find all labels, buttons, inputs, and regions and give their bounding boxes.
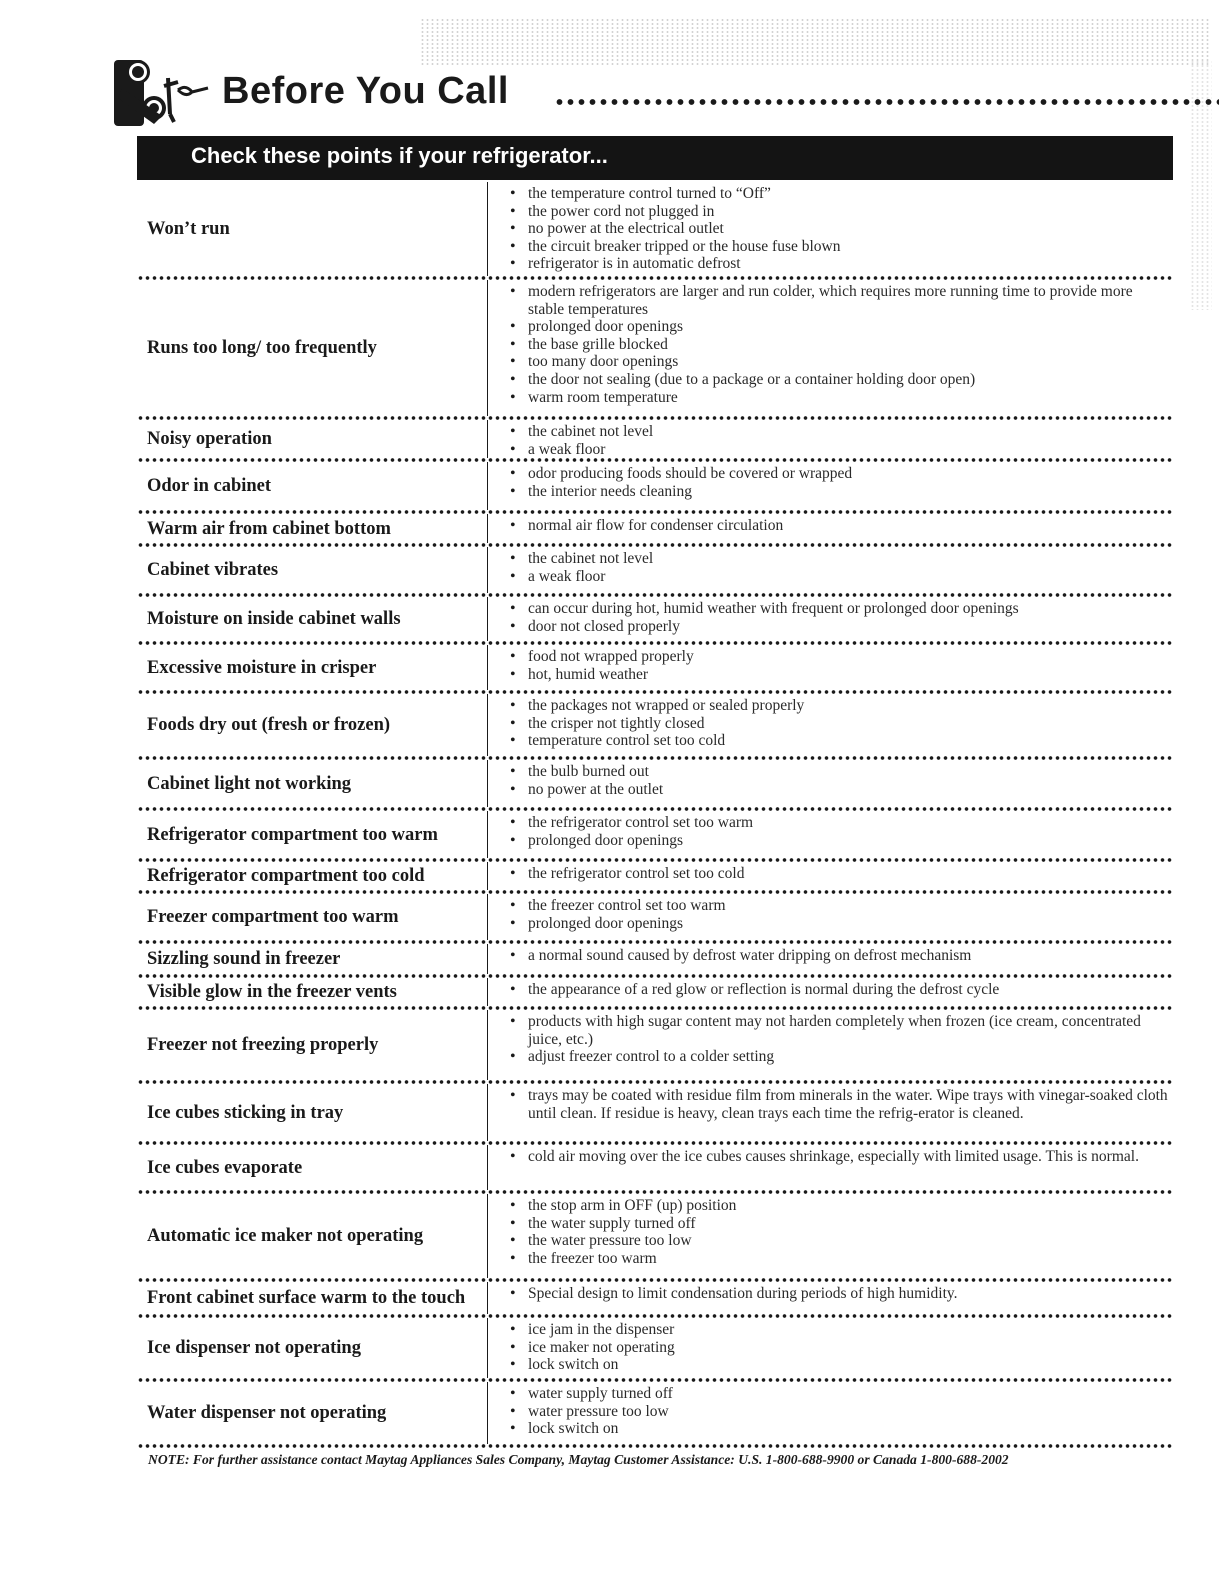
cause-item: • products with high sugar content may not harden completely when frozen (ice cream, concentrated juice, etc.) (510, 1013, 1172, 1048)
cause-list (487, 597, 1172, 641)
cause-item: • a weak floor (510, 441, 1172, 459)
cause-item: • the packages not wrapped or sealed properly (510, 697, 1172, 715)
cause-item: • the cabinet not level (510, 550, 1172, 568)
cause-list (487, 862, 1172, 890)
table-row (137, 944, 1173, 974)
assistance-note: NOTE: For further assistance contact Maytag Appliances Sales Company, Maytag Customer Assistance: U.S. 1-800-688-9900 or Canada 1-800-688-2002 (148, 1452, 1009, 1467)
problem-label: Visible glow in the freezer vents (147, 982, 397, 1002)
table-row (137, 894, 1173, 940)
cause-item: • the water supply turned off (510, 1215, 1172, 1233)
cause-item: • temperature control set too cold (510, 732, 1172, 750)
title-leader-dots (554, 98, 1219, 106)
problem-label: Excessive moisture in crisper (147, 657, 377, 678)
cause-item: • hot, humid weather (510, 666, 1172, 684)
cause-item: • no power at the electrical outlet (510, 220, 1172, 238)
cause-list (487, 514, 1172, 543)
table-row (137, 1282, 1173, 1314)
cause-list (487, 420, 1172, 458)
problem-label: Ice cubes sticking in tray (147, 1102, 344, 1123)
table-row (137, 1145, 1173, 1190)
cause-list (487, 1318, 1172, 1378)
cause-list (487, 1282, 1172, 1314)
page-title: Before You Call (222, 70, 509, 112)
cause-item: • refrigerator is in automatic defrost (510, 255, 1172, 273)
problem-label: Runs too long/ too frequently (147, 338, 377, 358)
cause-item: • water pressure too low (510, 1403, 1172, 1421)
problem-label: Sizzling sound in freezer (147, 949, 341, 969)
problem-label: Moisture on inside cabinet walls (147, 609, 401, 629)
table-row (137, 1318, 1173, 1378)
table-row (137, 420, 1173, 458)
table-row (137, 462, 1173, 510)
page-header (108, 58, 1168, 128)
cause-list (487, 894, 1172, 940)
cause-item: • the door not sealing (due to a package or a container holding door open) (510, 371, 1172, 389)
problem-label: Cabinet light not working (147, 773, 352, 794)
cause-item: • the bulb burned out (510, 763, 1172, 781)
cause-item: • the freezer control set too warm (510, 897, 1172, 915)
cause-item: • a weak floor (510, 568, 1172, 586)
problem-label: Front cabinet surface warm to the touch (147, 1288, 466, 1308)
cause-item: • the base grille blocked (510, 336, 1172, 354)
problem-label: Refrigerator compartment too cold (147, 866, 425, 886)
cause-list (487, 944, 1172, 974)
problem-label: Won’t run (147, 219, 230, 239)
cause-list (487, 760, 1172, 807)
cause-item: • Special design to limit condensation during periods of high humidity. (510, 1285, 1172, 1303)
problem-label: Ice cubes evaporate (147, 1157, 303, 1178)
problem-label: Water dispenser not operating (147, 1403, 387, 1423)
problem-label: Odor in cabinet (147, 476, 272, 496)
cause-item: • trays may be coated with residue film from minerals in the water. Wipe trays with vinegar-soaked cloth until clean. If residue is heavy, clean trays each time the refrig-erator is cleaned. (510, 1087, 1172, 1122)
cause-item: • lock switch on (510, 1420, 1172, 1438)
row-separator (137, 1444, 1173, 1448)
cause-list (487, 978, 1172, 1006)
cause-list (487, 182, 1172, 276)
cause-list (487, 1194, 1172, 1278)
cause-item: • water supply turned off (510, 1385, 1172, 1403)
cause-list (487, 1382, 1172, 1444)
cause-list (487, 280, 1172, 416)
table-row (137, 1010, 1173, 1080)
cause-item: • a normal sound caused by defrost water dripping on defrost mechanism (510, 947, 1172, 965)
table-row (137, 514, 1173, 543)
cause-item: • can occur during hot, humid weather with frequent or prolonged door openings (510, 600, 1172, 618)
cause-item: • normal air flow for condenser circulation (510, 517, 1172, 535)
cause-list (487, 1010, 1172, 1080)
problem-label: Cabinet vibrates (147, 560, 279, 580)
table-row (137, 1084, 1173, 1141)
problem-label: Automatic ice maker not operating (147, 1226, 424, 1246)
table-row (137, 862, 1173, 890)
cause-item: • the interior needs cleaning (510, 483, 1172, 501)
cause-item: • the circuit breaker tripped or the house fuse blown (510, 238, 1172, 256)
cause-item: • the temperature control turned to “Off” (510, 185, 1172, 203)
cause-list (487, 547, 1172, 593)
cause-list (487, 462, 1172, 510)
cause-item: • the refrigerator control set too warm (510, 814, 1172, 832)
cause-list (487, 645, 1172, 690)
problem-label: Foods dry out (fresh or frozen) (147, 715, 391, 735)
cause-item: • food not wrapped properly (510, 648, 1172, 666)
problem-label: Refrigerator compartment too warm (147, 824, 438, 845)
cause-item: • warm room temperature (510, 389, 1172, 407)
problem-label: Warm air from cabinet bottom (147, 518, 391, 539)
problem-label: Freezer not freezing properly (147, 1035, 379, 1055)
cause-item: • the appearance of a red glow or reflection is normal during the defrost cycle (510, 981, 1172, 999)
cause-item: • the water pressure too low (510, 1232, 1172, 1250)
cause-item: • odor producing foods should be covered or wrapped (510, 465, 1172, 483)
cause-item: • prolonged door openings (510, 318, 1172, 336)
cause-list (487, 1145, 1172, 1190)
cause-list (487, 694, 1172, 756)
cause-item: • the refrigerator control set too cold (510, 865, 1172, 883)
table-row (137, 182, 1173, 276)
cause-item: • lock switch on (510, 1356, 1172, 1374)
table-row (137, 597, 1173, 641)
section-banner (137, 136, 1173, 180)
cause-list (487, 1084, 1172, 1141)
cause-item: • too many door openings (510, 353, 1172, 371)
section-banner-text: Check these points if your refrigerator... (191, 143, 608, 168)
repair-person-phone-icon (108, 58, 216, 128)
cause-item: • prolonged door openings (510, 915, 1172, 933)
cause-item: • the freezer too warm (510, 1250, 1172, 1268)
cause-item: • ice jam in the dispenser (510, 1321, 1172, 1339)
table-row (137, 760, 1173, 807)
cause-item: • the stop arm in OFF (up) position (510, 1197, 1172, 1215)
cause-item: • the power cord not plugged in (510, 203, 1172, 221)
table-row (137, 978, 1173, 1006)
cause-list (487, 811, 1172, 858)
table-row (137, 811, 1173, 858)
cause-item: • the crisper not tightly closed (510, 715, 1172, 733)
table-row (137, 547, 1173, 593)
cause-item: • prolonged door openings (510, 832, 1172, 850)
table-row (137, 1382, 1173, 1444)
cause-item: • cold air moving over the ice cubes causes shrinkage, especially with limited usage. This is normal. (510, 1148, 1172, 1166)
problem-label: Freezer compartment too warm (147, 907, 399, 927)
problem-label: Noisy operation (147, 429, 272, 449)
problem-label: Ice dispenser not operating (147, 1338, 361, 1358)
cause-item: • the cabinet not level (510, 423, 1172, 441)
table-row (137, 1194, 1173, 1278)
cause-item: • modern refrigerators are larger and run colder, which requires more running time to provide more stable temperatures (510, 283, 1172, 318)
table-row (137, 694, 1173, 756)
cause-item: • door not closed properly (510, 618, 1172, 636)
cause-item: • no power at the outlet (510, 781, 1172, 799)
table-row (137, 280, 1173, 416)
table-row (137, 645, 1173, 690)
cause-item: • adjust freezer control to a colder setting (510, 1048, 1172, 1066)
cause-item: • ice maker not operating (510, 1339, 1172, 1357)
